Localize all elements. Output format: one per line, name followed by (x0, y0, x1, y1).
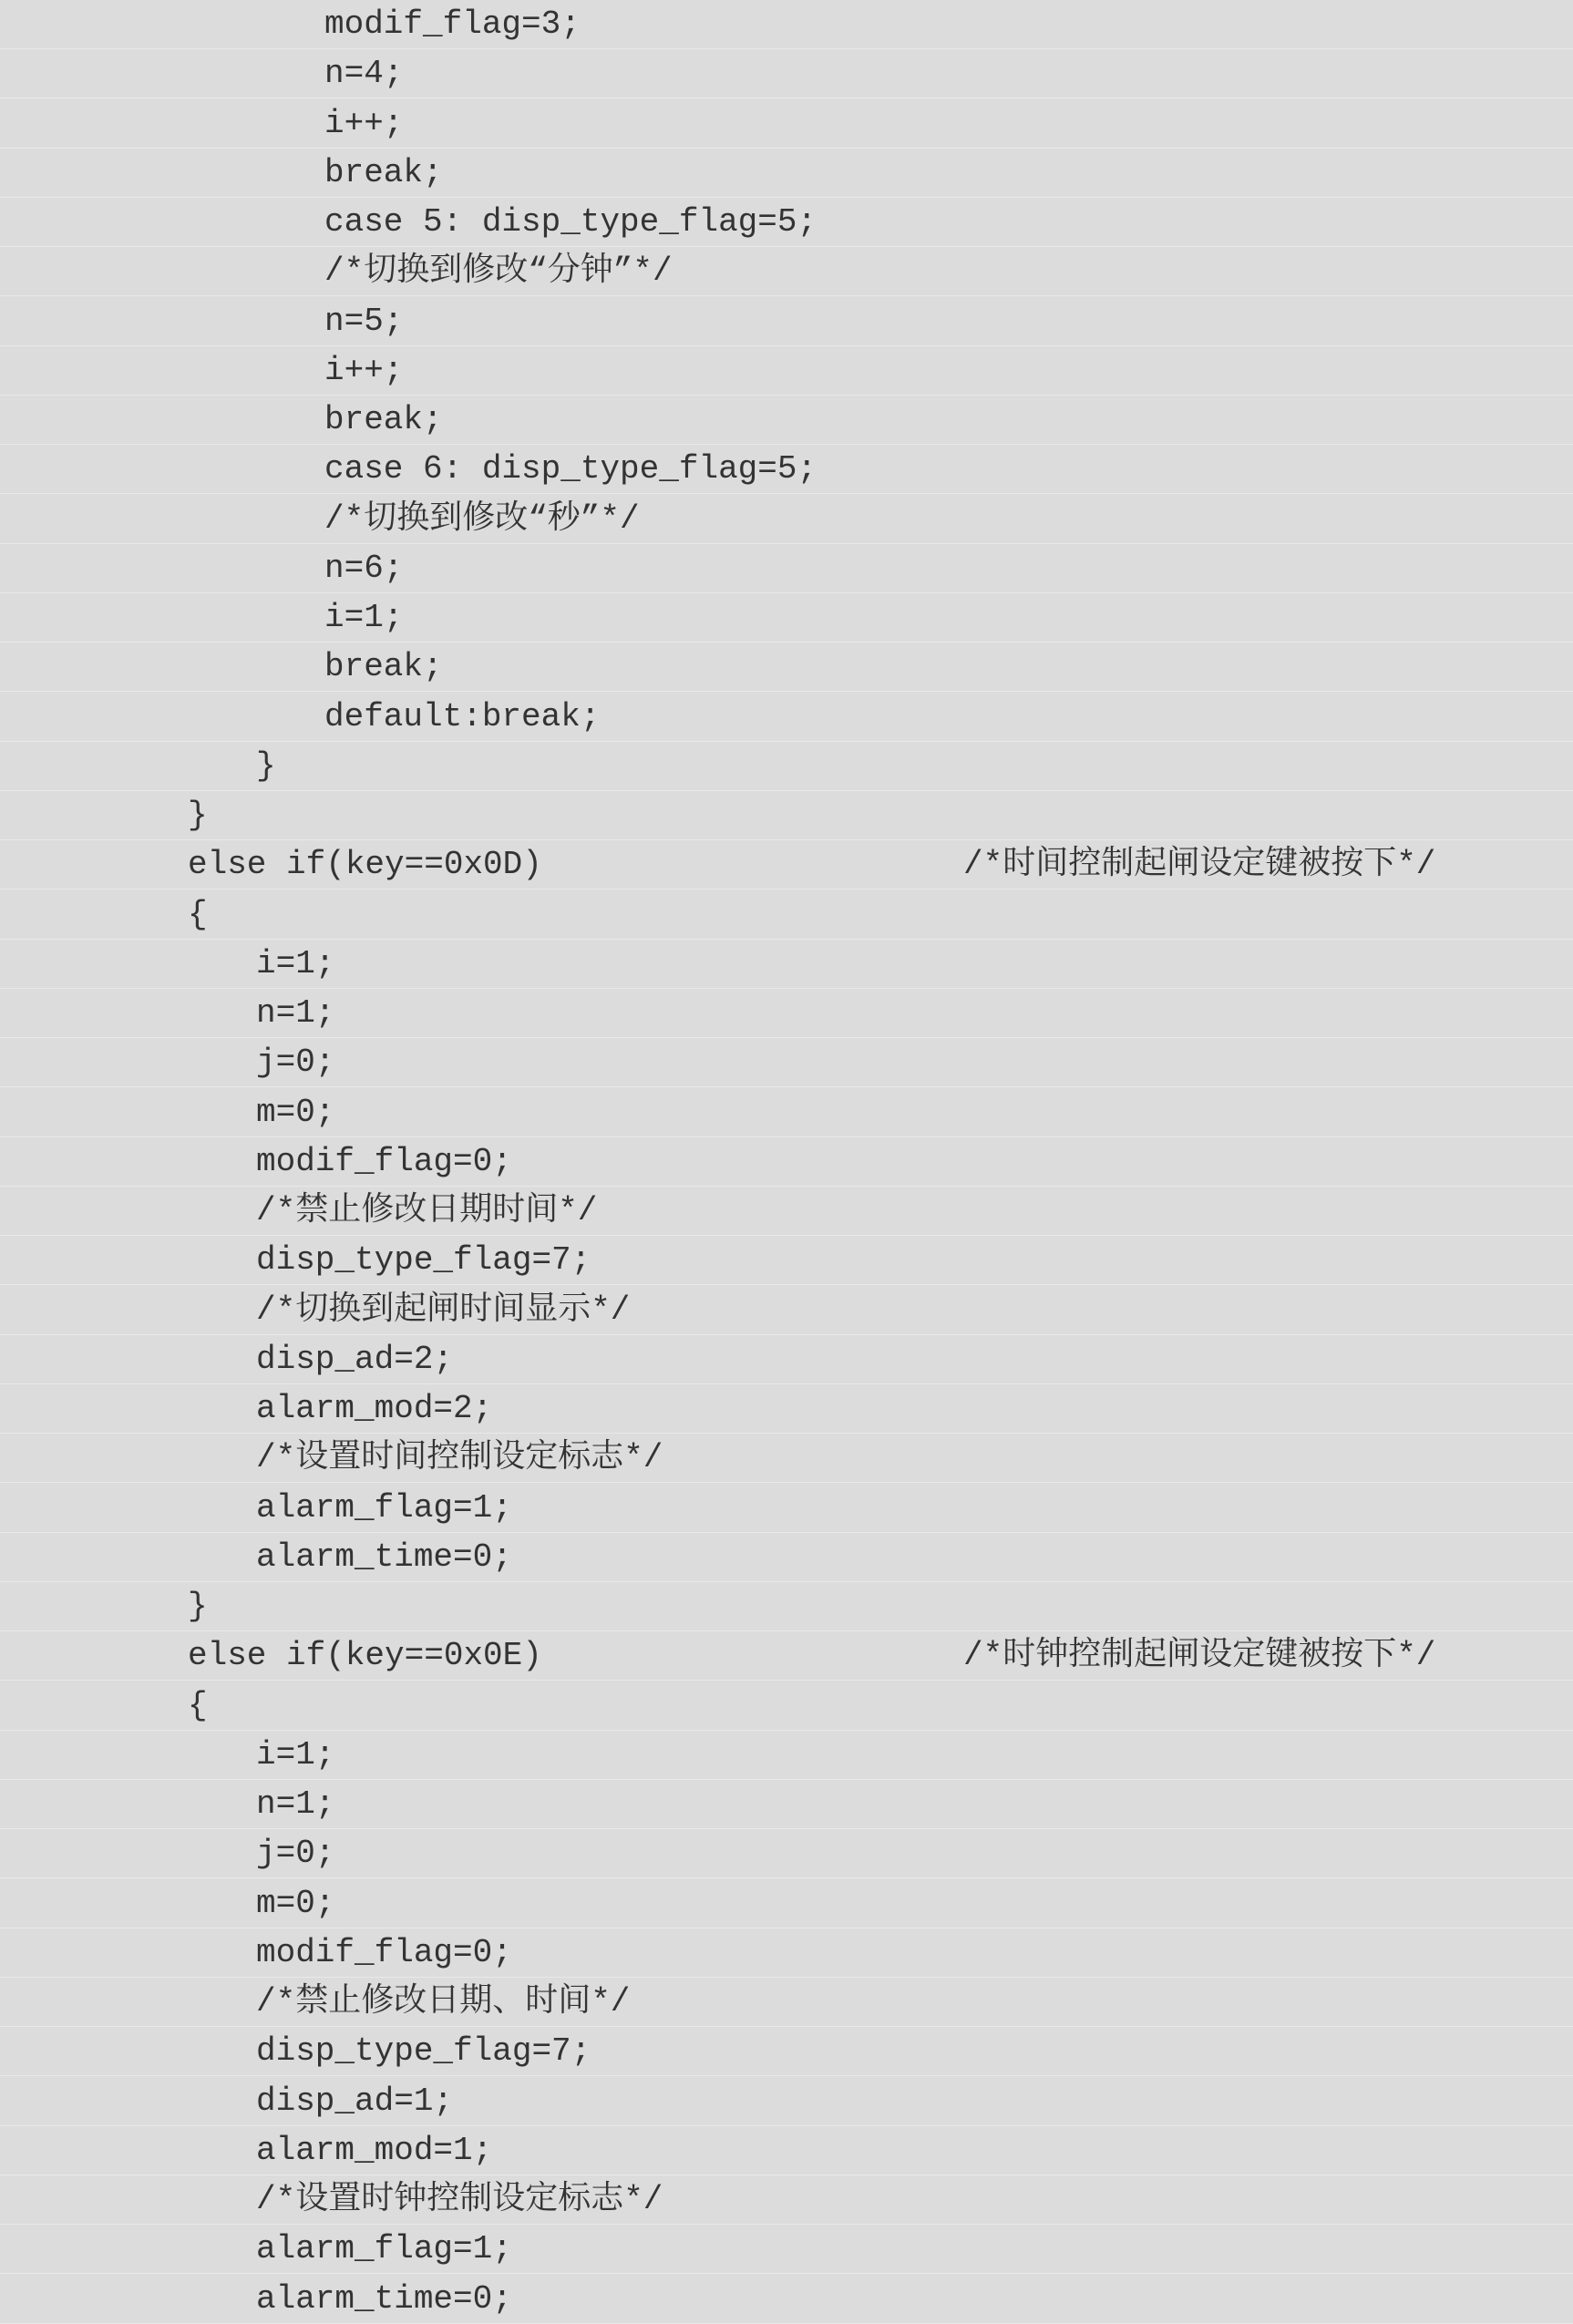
code-line (0, 1631, 1573, 1681)
code-line (0, 840, 1573, 889)
code-text: modif_flag=3; (324, 5, 581, 43)
code-text: m=0; (256, 1094, 335, 1131)
code-line (0, 1286, 1573, 1335)
code-text: { (188, 1687, 208, 1724)
code-text: j=0; (256, 1044, 335, 1081)
code-text: i=1; (324, 599, 404, 636)
code-line (0, 1187, 1573, 1236)
code-line (0, 2126, 1573, 2175)
code-text: i=1; (256, 945, 335, 982)
code-text: n=6; (324, 550, 404, 587)
code-text: n=4; (324, 55, 404, 92)
code-line (0, 1829, 1573, 1878)
code-line (0, 445, 1573, 494)
code-line (0, 1681, 1573, 1731)
code-text: alarm_flag=1; (256, 2230, 512, 2267)
code-text: alarm_flag=1; (256, 1489, 512, 1527)
code-text: /*切换到修改“分钟”*/ (324, 252, 673, 290)
code-line (0, 198, 1573, 247)
code-line (0, 791, 1573, 840)
code-text: case 6: disp_type_flag=5; (324, 450, 817, 488)
code-text: /*禁止修改日期时间*/ (256, 1192, 598, 1229)
code-line (0, 99, 1573, 149)
code-text: /*禁止修改日期、时间*/ (256, 1983, 631, 2021)
code-line (0, 1928, 1573, 1978)
code-line (0, 495, 1573, 544)
code-text: disp_type_flag=7; (256, 2032, 591, 2070)
code-text: } (188, 1588, 208, 1625)
code-line (0, 149, 1573, 198)
code-line (0, 1038, 1573, 1087)
code-line (0, 2175, 1573, 2225)
code-line (0, 1533, 1573, 1582)
code-text: disp_type_flag=7; (256, 1241, 591, 1279)
code-text: alarm_mod=2; (256, 1390, 493, 1427)
code-line (0, 940, 1573, 989)
code-text: j=0; (256, 1835, 335, 1872)
code-text: /*设置时间控制设定标志*/ (256, 1439, 663, 1476)
code-line (0, 0, 1573, 49)
code-text: disp_ad=1; (256, 2082, 454, 2120)
code-line (0, 989, 1573, 1038)
code-text: i++; (324, 105, 404, 142)
code-text: break; (324, 648, 443, 685)
code-text: modif_flag=0; (256, 1143, 512, 1180)
code-line (0, 544, 1573, 593)
code-line (0, 1484, 1573, 1533)
code-line (0, 1978, 1573, 2027)
code-line (0, 396, 1573, 445)
code-line (0, 297, 1573, 346)
code-text: /*切换到修改“秒”*/ (324, 500, 640, 538)
code-comment: /*时间控制起闸设定键被按下*/ (963, 846, 1436, 883)
code-text: } (256, 747, 276, 785)
code-line (0, 1088, 1573, 1137)
code-line (0, 1434, 1573, 1483)
code-text: { (188, 896, 208, 933)
code-line (0, 890, 1573, 940)
code-text: n=1; (256, 1785, 335, 1823)
code-text: else if(key==0x0E) (188, 1637, 542, 1674)
code-text: case 5: disp_type_flag=5; (324, 203, 817, 241)
code-text: i=1; (256, 1736, 335, 1774)
code-text: n=5; (324, 303, 404, 340)
code-line (0, 742, 1573, 791)
code-line (0, 693, 1573, 742)
code-line (0, 247, 1573, 296)
code-line (0, 2225, 1573, 2274)
code-text: /*设置时钟控制设定标志*/ (256, 2181, 663, 2218)
code-line (0, 1731, 1573, 1780)
code-line (0, 1582, 1573, 1631)
code-text: m=0; (256, 1885, 335, 1922)
code-line (0, 49, 1573, 98)
code-line (0, 2027, 1573, 2076)
code-line (0, 1384, 1573, 1434)
code-comment: /*时钟控制起闸设定键被按下*/ (963, 1637, 1436, 1674)
code-text: i++; (324, 352, 404, 389)
code-text: disp_ad=2; (256, 1341, 454, 1378)
code-text: alarm_time=0; (256, 2280, 512, 2318)
code-line (0, 643, 1573, 692)
code-text: break; (324, 154, 443, 191)
code-text: default:break; (324, 698, 601, 735)
code-text: modif_flag=0; (256, 1934, 512, 1971)
code-line (0, 1137, 1573, 1187)
code-text: /*切换到起闸时间显示*/ (256, 1291, 631, 1329)
code-line (0, 1879, 1573, 1928)
code-text: n=1; (256, 994, 335, 1032)
code-line (0, 346, 1573, 396)
code-line (0, 2077, 1573, 2126)
code-line (0, 1335, 1573, 1384)
code-text: alarm_mod=1; (256, 2132, 493, 2169)
code-text: alarm_time=0; (256, 1538, 512, 1576)
code-line (0, 2275, 1573, 2324)
code-text: else if(key==0x0D) (188, 846, 542, 883)
code-text: break; (324, 401, 443, 438)
code-line (0, 1780, 1573, 1829)
code-line (0, 1236, 1573, 1285)
code-line (0, 593, 1573, 643)
code-text: } (188, 797, 208, 834)
